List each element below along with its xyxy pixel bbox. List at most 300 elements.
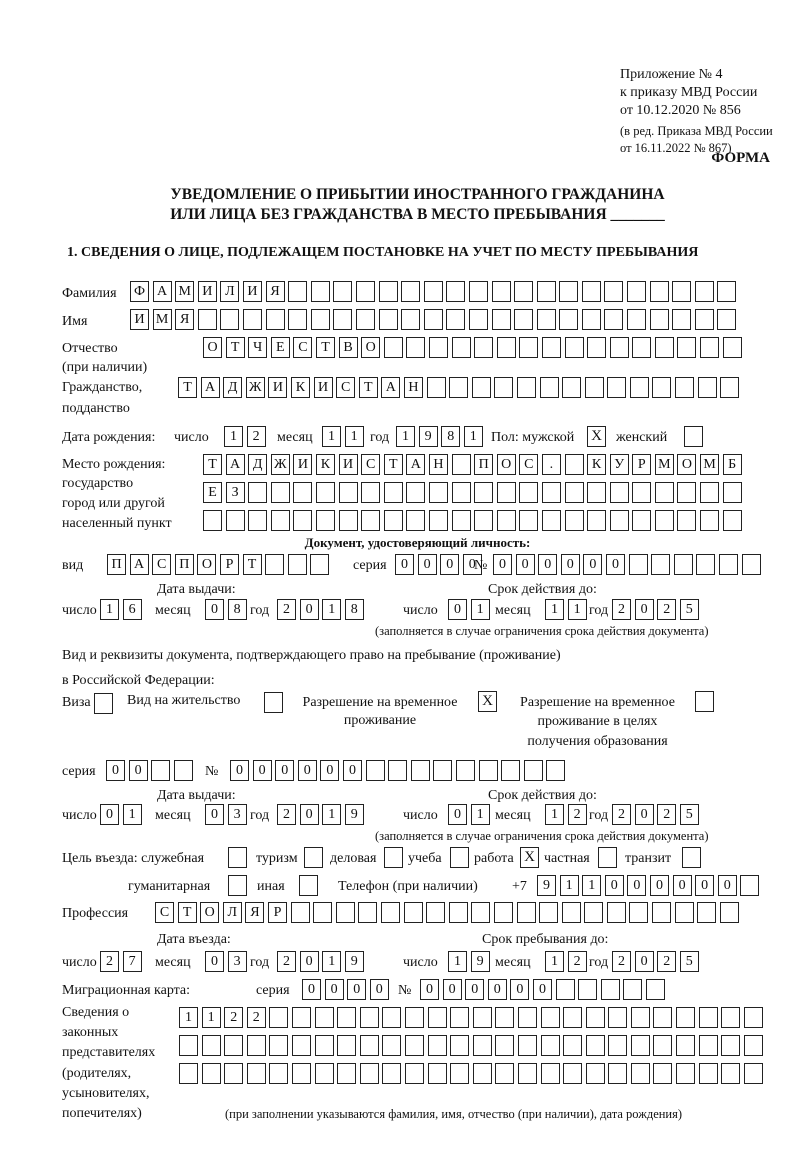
right-issue-day-field[interactable] <box>100 804 145 826</box>
patronymic-field[interactable] <box>203 337 745 359</box>
char-cell[interactable] <box>519 510 538 531</box>
char-cell[interactable]: Ф <box>130 281 149 302</box>
char-cell[interactable] <box>562 377 581 398</box>
char-cell[interactable] <box>695 309 714 330</box>
char-cell[interactable] <box>336 902 355 923</box>
char-cell[interactable]: 9 <box>471 951 490 972</box>
purpose-service-checkbox[interactable] <box>228 847 247 868</box>
char-cell[interactable]: И <box>339 454 358 475</box>
char-cell[interactable]: 9 <box>419 426 438 447</box>
char-cell[interactable]: Д <box>248 454 267 475</box>
char-cell[interactable]: 2 <box>612 951 631 972</box>
char-cell[interactable] <box>652 377 671 398</box>
char-cell[interactable]: Т <box>178 902 197 923</box>
char-cell[interactable] <box>449 902 468 923</box>
char-cell[interactable] <box>700 482 719 503</box>
char-cell[interactable]: Е <box>203 482 222 503</box>
char-cell[interactable] <box>247 1063 266 1084</box>
char-cell[interactable]: 5 <box>680 599 699 620</box>
profession-field[interactable] <box>155 902 742 924</box>
char-cell[interactable] <box>456 760 475 781</box>
char-cell[interactable]: И <box>268 377 287 398</box>
char-cell[interactable]: И <box>314 377 333 398</box>
char-cell[interactable] <box>313 902 332 923</box>
char-cell[interactable] <box>203 510 222 531</box>
reps-3-field[interactable] <box>179 1063 766 1085</box>
char-cell[interactable] <box>179 1035 198 1056</box>
char-cell[interactable]: А <box>153 281 172 302</box>
char-cell[interactable] <box>469 309 488 330</box>
right-issue-year-field[interactable] <box>277 804 367 826</box>
char-cell[interactable]: 1 <box>100 599 119 620</box>
char-cell[interactable] <box>202 1035 221 1056</box>
char-cell[interactable] <box>655 482 674 503</box>
char-cell[interactable] <box>655 337 674 358</box>
char-cell[interactable]: О <box>203 337 222 358</box>
char-cell[interactable] <box>292 1035 311 1056</box>
char-cell[interactable] <box>517 377 536 398</box>
char-cell[interactable] <box>361 482 380 503</box>
char-cell[interactable] <box>224 1063 243 1084</box>
char-cell[interactable] <box>650 281 669 302</box>
char-cell[interactable] <box>337 1063 356 1084</box>
char-cell[interactable] <box>497 510 516 531</box>
char-cell[interactable]: 1 <box>396 426 415 447</box>
char-cell[interactable]: . <box>542 454 561 475</box>
visa-checkbox[interactable] <box>94 693 113 714</box>
char-cell[interactable] <box>519 482 538 503</box>
char-cell[interactable] <box>677 482 696 503</box>
char-cell[interactable] <box>587 337 606 358</box>
doc-valid-year-field[interactable] <box>612 599 702 621</box>
char-cell[interactable] <box>497 337 516 358</box>
char-cell[interactable]: Т <box>178 377 197 398</box>
purpose-private-checkbox[interactable] <box>598 847 617 868</box>
char-cell[interactable] <box>337 1035 356 1056</box>
char-cell[interactable] <box>514 309 533 330</box>
char-cell[interactable] <box>426 902 445 923</box>
doc-issue-month-field[interactable] <box>205 599 250 621</box>
char-cell[interactable]: А <box>226 454 245 475</box>
char-cell[interactable]: 0 <box>129 760 148 781</box>
char-cell[interactable] <box>744 1007 763 1028</box>
char-cell[interactable] <box>542 482 561 503</box>
char-cell[interactable] <box>650 309 669 330</box>
char-cell[interactable] <box>563 1007 582 1028</box>
char-cell[interactable] <box>202 1063 221 1084</box>
char-cell[interactable] <box>740 875 759 896</box>
char-cell[interactable] <box>384 337 403 358</box>
char-cell[interactable]: 2 <box>568 804 587 825</box>
char-cell[interactable]: С <box>361 454 380 475</box>
char-cell[interactable]: 0 <box>205 804 224 825</box>
surname-field[interactable] <box>130 281 740 303</box>
char-cell[interactable] <box>361 510 380 531</box>
char-cell[interactable] <box>537 309 556 330</box>
char-cell[interactable] <box>405 1063 424 1084</box>
char-cell[interactable]: 0 <box>440 554 459 575</box>
char-cell[interactable]: Л <box>223 902 242 923</box>
doc-valid-day-field[interactable] <box>448 599 493 621</box>
birth-year-field[interactable] <box>396 426 486 448</box>
right-valid-day-field[interactable] <box>448 804 493 826</box>
reps-2-field[interactable] <box>179 1035 766 1057</box>
doc-valid-month-field[interactable] <box>545 599 590 621</box>
char-cell[interactable]: 2 <box>247 426 266 447</box>
char-cell[interactable] <box>269 1007 288 1028</box>
char-cell[interactable] <box>587 482 606 503</box>
char-cell[interactable] <box>248 510 267 531</box>
char-cell[interactable]: Б <box>723 454 742 475</box>
char-cell[interactable]: К <box>316 454 335 475</box>
char-cell[interactable]: 1 <box>322 804 341 825</box>
char-cell[interactable] <box>449 377 468 398</box>
char-cell[interactable] <box>411 760 430 781</box>
entry-year-field[interactable] <box>277 951 367 973</box>
char-cell[interactable] <box>479 760 498 781</box>
char-cell[interactable]: 0 <box>253 760 272 781</box>
char-cell[interactable]: 1 <box>322 599 341 620</box>
char-cell[interactable]: 8 <box>345 599 364 620</box>
doc-issue-day-field[interactable] <box>100 599 145 621</box>
char-cell[interactable] <box>697 902 716 923</box>
char-cell[interactable] <box>631 1007 650 1028</box>
char-cell[interactable]: 0 <box>347 979 366 1000</box>
char-cell[interactable]: У <box>610 454 629 475</box>
char-cell[interactable] <box>578 979 597 1000</box>
char-cell[interactable] <box>405 1035 424 1056</box>
char-cell[interactable]: 2 <box>277 804 296 825</box>
char-cell[interactable]: 1 <box>471 599 490 620</box>
char-cell[interactable]: З <box>226 482 245 503</box>
char-cell[interactable] <box>652 902 671 923</box>
char-cell[interactable]: Н <box>404 377 423 398</box>
char-cell[interactable] <box>293 510 312 531</box>
right-valid-year-field[interactable] <box>612 804 702 826</box>
char-cell[interactable]: 2 <box>568 951 587 972</box>
char-cell[interactable] <box>224 1035 243 1056</box>
temp-residence-checkbox[interactable]: X <box>478 691 497 712</box>
char-cell[interactable]: С <box>155 902 174 923</box>
char-cell[interactable]: А <box>381 377 400 398</box>
char-cell[interactable] <box>562 902 581 923</box>
char-cell[interactable] <box>429 510 448 531</box>
char-cell[interactable]: 2 <box>657 951 676 972</box>
char-cell[interactable] <box>333 281 352 302</box>
char-cell[interactable] <box>629 902 648 923</box>
char-cell[interactable] <box>627 309 646 330</box>
char-cell[interactable]: 3 <box>228 951 247 972</box>
char-cell[interactable] <box>541 1007 560 1028</box>
char-cell[interactable]: Т <box>316 337 335 358</box>
char-cell[interactable]: 0 <box>418 554 437 575</box>
char-cell[interactable] <box>655 510 674 531</box>
char-cell[interactable]: И <box>198 281 217 302</box>
char-cell[interactable]: 8 <box>441 426 460 447</box>
char-cell[interactable] <box>247 1035 266 1056</box>
char-cell[interactable]: Н <box>429 454 448 475</box>
char-cell[interactable] <box>316 482 335 503</box>
char-cell[interactable] <box>632 510 651 531</box>
char-cell[interactable]: О <box>677 454 696 475</box>
char-cell[interactable] <box>429 337 448 358</box>
char-cell[interactable] <box>632 482 651 503</box>
char-cell[interactable]: 1 <box>224 426 243 447</box>
char-cell[interactable]: 0 <box>583 554 602 575</box>
char-cell[interactable] <box>401 309 420 330</box>
char-cell[interactable]: И <box>130 309 149 330</box>
char-cell[interactable]: С <box>152 554 171 575</box>
char-cell[interactable]: 0 <box>230 760 249 781</box>
char-cell[interactable]: С <box>519 454 538 475</box>
char-cell[interactable]: 1 <box>345 426 364 447</box>
purpose-other-checkbox[interactable] <box>299 875 318 896</box>
char-cell[interactable]: 1 <box>560 875 579 896</box>
char-cell[interactable] <box>674 554 693 575</box>
char-cell[interactable]: П <box>175 554 194 575</box>
char-cell[interactable]: 2 <box>277 599 296 620</box>
char-cell[interactable]: 1 <box>545 804 564 825</box>
char-cell[interactable] <box>179 1063 198 1084</box>
purpose-work-checkbox[interactable]: X <box>520 847 539 868</box>
char-cell[interactable]: Р <box>220 554 239 575</box>
char-cell[interactable]: Ч <box>248 337 267 358</box>
char-cell[interactable] <box>699 1035 718 1056</box>
char-cell[interactable] <box>366 760 385 781</box>
char-cell[interactable]: 0 <box>302 979 321 1000</box>
char-cell[interactable]: С <box>336 377 355 398</box>
mig-series-field[interactable] <box>302 979 392 1001</box>
char-cell[interactable] <box>226 510 245 531</box>
char-cell[interactable]: 1 <box>322 951 341 972</box>
char-cell[interactable] <box>677 510 696 531</box>
char-cell[interactable] <box>604 309 623 330</box>
char-cell[interactable] <box>248 482 267 503</box>
char-cell[interactable] <box>565 454 584 475</box>
char-cell[interactable] <box>360 1035 379 1056</box>
char-cell[interactable] <box>542 510 561 531</box>
char-cell[interactable] <box>452 454 471 475</box>
char-cell[interactable]: О <box>197 554 216 575</box>
char-cell[interactable] <box>719 554 738 575</box>
char-cell[interactable]: 0 <box>205 951 224 972</box>
char-cell[interactable]: Л <box>220 281 239 302</box>
doc-number-field[interactable] <box>493 554 764 576</box>
char-cell[interactable] <box>514 281 533 302</box>
sex-female-checkbox[interactable] <box>684 426 703 447</box>
char-cell[interactable] <box>406 510 425 531</box>
char-cell[interactable] <box>675 377 694 398</box>
char-cell[interactable]: П <box>474 454 493 475</box>
char-cell[interactable]: 0 <box>635 804 654 825</box>
char-cell[interactable] <box>337 1007 356 1028</box>
char-cell[interactable] <box>315 1007 334 1028</box>
char-cell[interactable] <box>492 281 511 302</box>
char-cell[interactable]: Д <box>223 377 242 398</box>
char-cell[interactable] <box>610 482 629 503</box>
char-cell[interactable] <box>518 1063 537 1084</box>
char-cell[interactable] <box>721 1035 740 1056</box>
char-cell[interactable]: И <box>243 281 262 302</box>
char-cell[interactable] <box>450 1007 469 1028</box>
char-cell[interactable]: 1 <box>123 804 142 825</box>
char-cell[interactable] <box>269 1035 288 1056</box>
char-cell[interactable]: 0 <box>395 554 414 575</box>
char-cell[interactable]: 2 <box>247 1007 266 1028</box>
char-cell[interactable]: 1 <box>545 951 564 972</box>
char-cell[interactable]: 2 <box>612 804 631 825</box>
char-cell[interactable]: 0 <box>448 599 467 620</box>
char-cell[interactable]: М <box>153 309 172 330</box>
char-cell[interactable] <box>587 510 606 531</box>
char-cell[interactable] <box>700 337 719 358</box>
edu-residence-checkbox[interactable] <box>695 691 714 712</box>
char-cell[interactable] <box>266 309 285 330</box>
char-cell[interactable] <box>315 1063 334 1084</box>
char-cell[interactable] <box>610 510 629 531</box>
char-cell[interactable] <box>271 510 290 531</box>
char-cell[interactable] <box>677 337 696 358</box>
char-cell[interactable]: 0 <box>100 804 119 825</box>
char-cell[interactable] <box>405 1007 424 1028</box>
char-cell[interactable] <box>608 1007 627 1028</box>
char-cell[interactable] <box>291 902 310 923</box>
char-cell[interactable] <box>540 377 559 398</box>
char-cell[interactable]: О <box>200 902 219 923</box>
char-cell[interactable]: 0 <box>275 760 294 781</box>
char-cell[interactable]: 0 <box>635 951 654 972</box>
char-cell[interactable] <box>406 337 425 358</box>
char-cell[interactable] <box>541 1063 560 1084</box>
char-cell[interactable]: 1 <box>568 599 587 620</box>
char-cell[interactable] <box>310 554 329 575</box>
char-cell[interactable] <box>653 1063 672 1084</box>
char-cell[interactable]: И <box>293 454 312 475</box>
char-cell[interactable]: Я <box>266 281 285 302</box>
stay-day-field[interactable] <box>448 951 493 973</box>
stay-month-field[interactable] <box>545 951 590 973</box>
char-cell[interactable] <box>698 377 717 398</box>
char-cell[interactable] <box>382 1063 401 1084</box>
mig-number-field[interactable] <box>420 979 669 1001</box>
char-cell[interactable] <box>629 554 648 575</box>
char-cell[interactable] <box>333 309 352 330</box>
char-cell[interactable] <box>450 1035 469 1056</box>
char-cell[interactable]: Т <box>359 377 378 398</box>
char-cell[interactable]: Ж <box>246 377 265 398</box>
char-cell[interactable]: 8 <box>228 599 247 620</box>
birthplace-3-field[interactable] <box>203 510 745 532</box>
char-cell[interactable] <box>450 1063 469 1084</box>
char-cell[interactable] <box>379 309 398 330</box>
char-cell[interactable] <box>524 760 543 781</box>
char-cell[interactable] <box>474 510 493 531</box>
char-cell[interactable] <box>428 1007 447 1028</box>
char-cell[interactable]: 3 <box>228 804 247 825</box>
birth-month-field[interactable] <box>322 426 367 448</box>
char-cell[interactable] <box>428 1063 447 1084</box>
char-cell[interactable] <box>742 554 761 575</box>
char-cell[interactable] <box>471 902 490 923</box>
char-cell[interactable] <box>293 482 312 503</box>
reps-1-field[interactable] <box>179 1007 766 1029</box>
char-cell[interactable]: 2 <box>657 804 676 825</box>
char-cell[interactable] <box>717 281 736 302</box>
char-cell[interactable]: 0 <box>538 554 557 575</box>
char-cell[interactable] <box>315 1035 334 1056</box>
char-cell[interactable] <box>608 1035 627 1056</box>
char-cell[interactable]: 0 <box>205 599 224 620</box>
char-cell[interactable] <box>381 902 400 923</box>
char-cell[interactable]: 2 <box>612 599 631 620</box>
char-cell[interactable]: 0 <box>510 979 529 1000</box>
char-cell[interactable]: 0 <box>300 599 319 620</box>
char-cell[interactable] <box>744 1035 763 1056</box>
doc-series-field[interactable] <box>395 554 488 576</box>
char-cell[interactable]: 9 <box>345 804 364 825</box>
char-cell[interactable] <box>537 281 556 302</box>
char-cell[interactable] <box>494 377 513 398</box>
char-cell[interactable]: 0 <box>635 599 654 620</box>
char-cell[interactable] <box>700 510 719 531</box>
char-cell[interactable] <box>721 1007 740 1028</box>
char-cell[interactable] <box>632 337 651 358</box>
char-cell[interactable] <box>565 482 584 503</box>
char-cell[interactable] <box>631 1063 650 1084</box>
citizenship-field[interactable] <box>178 377 743 399</box>
char-cell[interactable] <box>358 902 377 923</box>
char-cell[interactable]: 0 <box>465 979 484 1000</box>
char-cell[interactable] <box>382 1007 401 1028</box>
char-cell[interactable] <box>316 510 335 531</box>
char-cell[interactable] <box>653 1035 672 1056</box>
birthplace-2-field[interactable] <box>203 482 745 504</box>
char-cell[interactable] <box>446 281 465 302</box>
char-cell[interactable]: П <box>107 554 126 575</box>
purpose-business-checkbox[interactable] <box>384 847 403 868</box>
char-cell[interactable]: 9 <box>345 951 364 972</box>
char-cell[interactable]: 0 <box>695 875 714 896</box>
char-cell[interactable] <box>653 1007 672 1028</box>
char-cell[interactable] <box>452 337 471 358</box>
char-cell[interactable] <box>676 1007 695 1028</box>
char-cell[interactable] <box>541 1035 560 1056</box>
char-cell[interactable] <box>288 309 307 330</box>
char-cell[interactable]: Е <box>271 337 290 358</box>
char-cell[interactable] <box>559 281 578 302</box>
char-cell[interactable] <box>559 309 578 330</box>
char-cell[interactable]: Т <box>243 554 262 575</box>
char-cell[interactable]: 0 <box>320 760 339 781</box>
char-cell[interactable] <box>446 309 465 330</box>
char-cell[interactable]: С <box>293 337 312 358</box>
char-cell[interactable]: 2 <box>224 1007 243 1028</box>
right-number-field[interactable] <box>230 760 569 782</box>
char-cell[interactable] <box>429 482 448 503</box>
char-cell[interactable]: 0 <box>325 979 344 1000</box>
char-cell[interactable] <box>433 760 452 781</box>
char-cell[interactable] <box>610 337 629 358</box>
char-cell[interactable]: Т <box>203 454 222 475</box>
char-cell[interactable]: А <box>130 554 149 575</box>
purpose-transit-checkbox[interactable] <box>682 847 701 868</box>
char-cell[interactable] <box>265 554 284 575</box>
char-cell[interactable] <box>495 1007 514 1028</box>
char-cell[interactable] <box>676 1035 695 1056</box>
char-cell[interactable]: 0 <box>627 875 646 896</box>
char-cell[interactable] <box>271 482 290 503</box>
char-cell[interactable] <box>586 1063 605 1084</box>
